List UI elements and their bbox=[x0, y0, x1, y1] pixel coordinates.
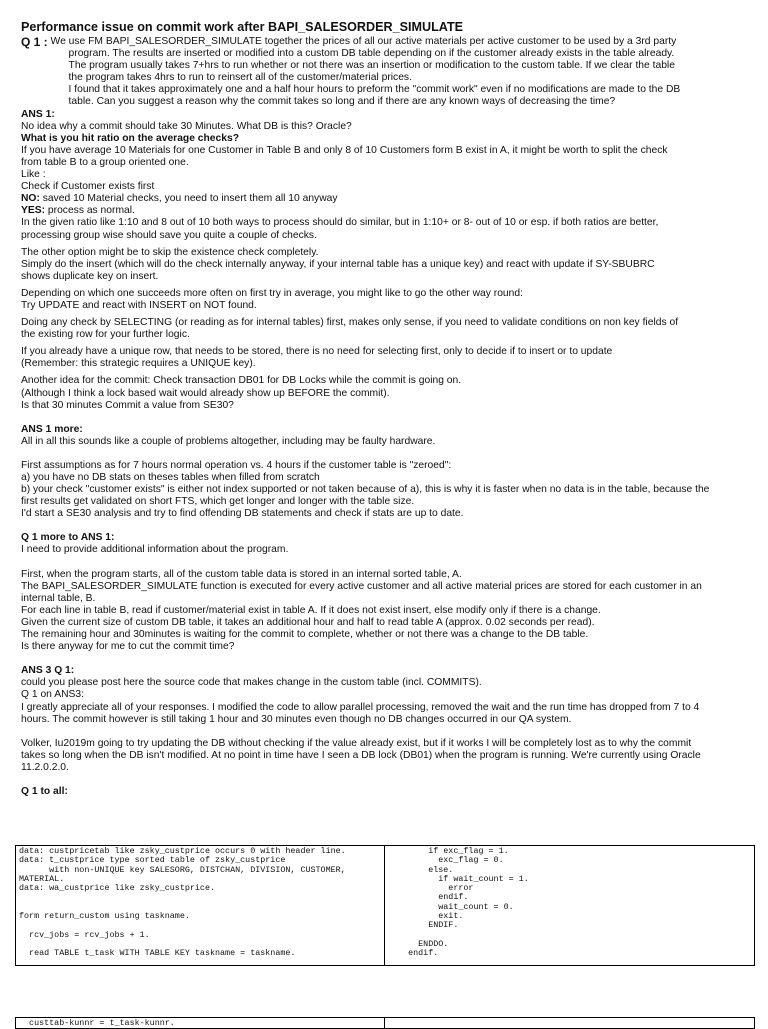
yes-text: process as normal. bbox=[45, 205, 135, 217]
question-1-line: We use FM BAPI_SALESORDER_SIMULATE together the prices of all our active materials per active customer to be used by a 3rd party bbox=[50, 36, 677, 47]
section-heading: ANS 1: bbox=[21, 108, 55, 120]
paragraph-line: If you have average 10 Materials for one Customer in Table B and only 8 of 10 Customers form B exist in A, it might be worth to split the check bbox=[21, 144, 668, 156]
section-heading: Q 1 to all: bbox=[21, 785, 68, 797]
paragraph-line: takes so long when the DB isn't modified. At no point in time have I seen a DB lock (DB01) when the program is running. We're currently using Oracle bbox=[21, 749, 701, 761]
paragraph-line: The remaining hour and 30minutes is waiting for the commit to complete, whether or not there was a change to the DB table. bbox=[21, 629, 589, 641]
section-heading: ANS 3 Q 1: bbox=[21, 665, 75, 677]
paragraph-line: from table B to a group oriented one. bbox=[21, 156, 189, 168]
paragraph-line: internal table, B. bbox=[21, 592, 96, 604]
paragraph-line: Another idea for the commit: Check transaction DB01 for DB Locks while the commit is going on. bbox=[21, 375, 462, 387]
paragraph-line: First assumptions as for 7 hours normal operation vs. 4 hours if the customer table is "zeroed": bbox=[21, 459, 452, 471]
section-heading: ANS 1 more: bbox=[21, 423, 83, 435]
paragraph-line: could you please post here the source code that makes change in the custom table (incl. COMMITS). bbox=[21, 677, 482, 689]
question-1-line: The program usually takes 7+hrs to run whether or not there was an insertion or modification to the custom table. If we clear the table bbox=[68, 60, 675, 72]
document-body bbox=[21, 20, 747, 798]
code-column-right bbox=[385, 1018, 754, 1028]
paragraph-line: Is that 30 minutes Commit a value from SE30? bbox=[21, 399, 234, 411]
paragraph-line: First, when the program starts, all of the custom table data is stored in an internal sorted table, A. bbox=[21, 568, 462, 580]
paragraph: I need to provide additional information about the program. bbox=[21, 544, 289, 556]
paragraph-line: Try UPDATE and react with INSERT on NOT found. bbox=[21, 299, 257, 311]
page-title: Performance issue on commit work after BAPI_SALESORDER_SIMULATE bbox=[21, 20, 464, 34]
paragraph-line: Is there anyway for me to cut the commit time? bbox=[21, 641, 235, 653]
paragraph: All in all this sounds like a couple of problems altogether, including may be faulty hardware. bbox=[21, 435, 436, 447]
paragraph: No idea why a commit should take 30 Minutes. What DB is this? Oracle? bbox=[21, 120, 352, 132]
question-1-line: I found that it takes approximately one and a half hour hours to preform the "commit work" even if no modifications are made to the DB bbox=[68, 84, 681, 96]
paragraph-line: I greatly appreciate all of your responses. I modified the code to allow parallel processing, removed the wait and the run time has dropped from 7 to 4 bbox=[21, 701, 700, 713]
paragraph-line: Doing any check by SELECTING (or reading as for internal tables) first, makes only sense, if you need to validate conditions on non key fields of bbox=[21, 317, 679, 329]
question-label: Q 1 : bbox=[21, 35, 48, 49]
paragraph-line: (Although I think a lock based wait would already show up BEFORE the commit). bbox=[21, 387, 390, 399]
question-1-line: table. Can you suggest a reason why the commit takes so long and if there are any known ways of decreasing the time? bbox=[68, 96, 616, 108]
paragraph-line: In the given ratio like 1:10 and 8 out of 10 both ways to process should do similar, but in 1:10+ or 8- out of 10 or esp. if both ratios are better, bbox=[21, 217, 659, 229]
paragraph-line: The BAPI_SALESORDER_SIMULATE function is executed for every active customer and all active material prices are stored for each customer in an bbox=[21, 580, 702, 592]
paragraph-line: a) you have no DB stats on theses tables when filled from scratch bbox=[21, 472, 320, 483]
paragraph-line: The other option might be to skip the existence check completely. bbox=[21, 246, 319, 258]
question-1 bbox=[21, 36, 747, 109]
paragraph-line: first results get validated on short FTS, which get longer and longer with the table size. bbox=[21, 496, 415, 508]
paragraph-line: b) your check "customer exists" is either not index supported or not taken because of a), this is why it is faster when no data is in the table, because the bbox=[21, 484, 710, 496]
section-subheading: What is you hit ratio on the average checks? bbox=[21, 132, 240, 144]
paragraph-line: For each line in table B, read if customer/material exist in table A. If it does not exist insert, else modify only if there is a change. bbox=[21, 604, 601, 616]
paragraph-line: Given the current size of custom DB table, it takes an additional hour and half to read table A (approx. 0.02 seconds per read). bbox=[21, 616, 595, 628]
no-text: saved 10 Material checks, you need to insert them all 10 anyway bbox=[39, 193, 338, 205]
paragraph-line: Volker, Iu2019m going to try updating the DB without checking if the value already exist, but if it works I will be completely lost as to why the commit bbox=[21, 737, 692, 749]
paragraph-line: Simply do the insert (which will do the check internally anyway, if your internal table has a unique key) and react with update if SY-SBUBRC bbox=[21, 258, 655, 270]
paragraph-line: Like : bbox=[21, 169, 46, 181]
paragraph-line: (Remember: this strategic requires a UNIQUE key). bbox=[21, 358, 256, 370]
no-label: NO: bbox=[21, 193, 40, 205]
paragraph-line: shows duplicate key on insert. bbox=[21, 270, 159, 282]
question-1-line: the program takes 4hrs to run to reinsert all of the customer/material prices. bbox=[68, 72, 412, 84]
paragraph-line: the existing row for your further logic. bbox=[21, 329, 190, 341]
paragraph-line: I'd start a SE30 analysis and try to find offending DB statements and check if stats are up to date. bbox=[21, 508, 464, 520]
paragraph-line: processing group wise should save you quite a couple of checks. bbox=[21, 229, 317, 241]
paragraph-line: If you already have a unique row, that needs to be stored, there is no need for selecting first, only to decide if to insert or to update bbox=[21, 346, 613, 358]
code-column-left: data: custpricetab like zsky_custprice occurs 0 with header line. data: t_custprice type sorted table of zsky_custprice with non-UNIQUE key SALESORG, DISTCHAN, DIVISION, CUSTOMER, MATERIAL. data: wa_custprice like zsky_custprice. form return_custom using taskname. rcv_jobs = rcv_jobs + 1. read TABLE t_task WITH TABLE KEY taskname = taskname. bbox=[16, 846, 385, 965]
code-table bbox=[15, 845, 755, 966]
paragraph-line: 11.2.0.2.0. bbox=[21, 761, 69, 773]
code-column-right: if exc_flag = 1. exc_flag = 0. else. if wait_count = 1. error endif. wait_count = 0. exit. ENDIF. ENDDO. endif. bbox=[408, 846, 529, 959]
paragraph-line bbox=[21, 193, 747, 205]
question-1-line: program. The results are inserted or modified into a custom DB table depending on if the customer already exists in the table already. bbox=[68, 48, 675, 60]
yes-label: YES: bbox=[21, 205, 46, 217]
paragraph-line: Check if Customer exists first bbox=[21, 181, 155, 193]
paragraph-line: Depending on which one succeeds more often on first try in average, you might like to go the other way round: bbox=[21, 287, 523, 299]
paragraph-line bbox=[21, 205, 747, 217]
section-heading: Q 1 more to ANS 1: bbox=[21, 532, 115, 544]
code-table-continued bbox=[15, 1017, 755, 1029]
paragraph-line: Q 1 on ANS3: bbox=[21, 689, 84, 701]
paragraph-line: hours. The commit however is still taking 1 hour and 30 minutes even though no DB changes occurred in our QA system. bbox=[21, 713, 572, 725]
code-column-left: custtab-kunnr = t_task-kunnr. bbox=[16, 1018, 385, 1028]
